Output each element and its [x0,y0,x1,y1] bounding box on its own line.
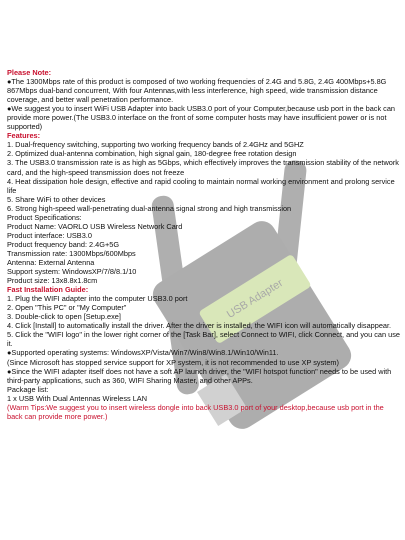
note-line: ●The 1300Mbps rate of this product is composed of two working frequencies of 2.4G and 5.8G, 2.4G 400Mbps+5.8G 867Mbps dual-band concurrent, With four Antennas,with less interference, high speed, wide transmission distance coverage, and better wall penetration performance. [7,77,387,105]
guide-line: 4. Click [Install] to automatically install the driver. After the driver is installed, the WIFI icon will automatically disappear. [7,321,392,331]
features-title: Features: [7,131,41,141]
guide-line: (Since Microsoft has stopped service support for XP system, it is not recommended to use XP system) [7,357,339,367]
guide-line: 2. Open "This PC" or "My Computer" [7,303,127,313]
spec-line: Product interface: USB3.0 [7,230,92,240]
adapter-label-text: USB Adapter [224,277,286,321]
package-heading: Package list: [7,384,49,394]
spec-line: Product Name: VAORLO USB Wireless Network Card [7,221,183,231]
guide-title: Fast Installation Guide: [7,285,89,295]
note-line: ●We suggest you to insert WiFi USB Adapter into back USB3.0 port of your Computer,because usb port in the back can provide more power.(The USB3.0 interface on the front of some computer hosts may have insufficient power or is not supported) [7,104,396,132]
guide-line: 3. Double-click to open [Setup.exe] [7,312,121,322]
package-item: 1 x USB With Dual Antennas Wireless LAN [7,393,147,403]
features-line: 6. Strong high-speed wall-penetrating dual-antenna signal strong and high transmission [7,203,292,213]
spec-line: Support system: WindowsXP/7/8/8.1/10 [7,267,137,277]
features-line: 1. Dual-frequency switching, supporting two working frequency bands of 2.4GHz and 5GHZ [7,140,304,150]
spec-heading: Product Specifications: [7,212,82,222]
spec-line: Product frequency band: 2.4G+5G [7,239,120,249]
spec-line: Product size: 13x8.8x1.8cm [7,276,98,286]
guide-line: ●Since the WIFI adapter itself does not have a soft AP launch driver, the "WIFI hotspot function" needs to be used with third-party applications, such as 360, WIFI Sharing Master, and other APPs. [7,366,392,385]
guide-line: 1. Plug the WIFI adapter into the computer USB3.0 port [7,294,188,304]
features-line: 4. Heat dissipation hole design, effective and rapid cooling to maintain normal working environment and prolong service life [7,176,395,195]
features-line: 5. Share WiFi to other devices [7,194,106,204]
features-line: 2. Optimized dual-antenna combination, high signal gain, 180-degree free rotation design [7,149,297,159]
guide-line: ●Supported operating systems: WindowsXP/Vista/Win7/Win8/Win8.1/Win10/Win11. [7,348,279,358]
note-title: Please Note: [7,68,52,77]
guide-line: 5. Click the "WIFI logo" in the lower right corner of the [Task Bar], select Connect to WIFI, click Connect, and you can use it. [7,330,400,349]
spec-line: Transmission rate: 1300Mbps/600Mbps [7,248,136,258]
description-text [7,68,400,421]
spec-line: Antenna: External Antenna [7,257,95,267]
features-line: 3. The USB3.0 transmission rate is as high as 5Gbps, which effectively improves the transmission stability of the network card, and the high-speed transmission does not freeze [7,158,399,177]
warm-tips: (Warm Tips:We suggest you to insert wireless dongle into back USB3.0 port of your desktop,because usb port in the back can provide more power.) [7,402,384,421]
